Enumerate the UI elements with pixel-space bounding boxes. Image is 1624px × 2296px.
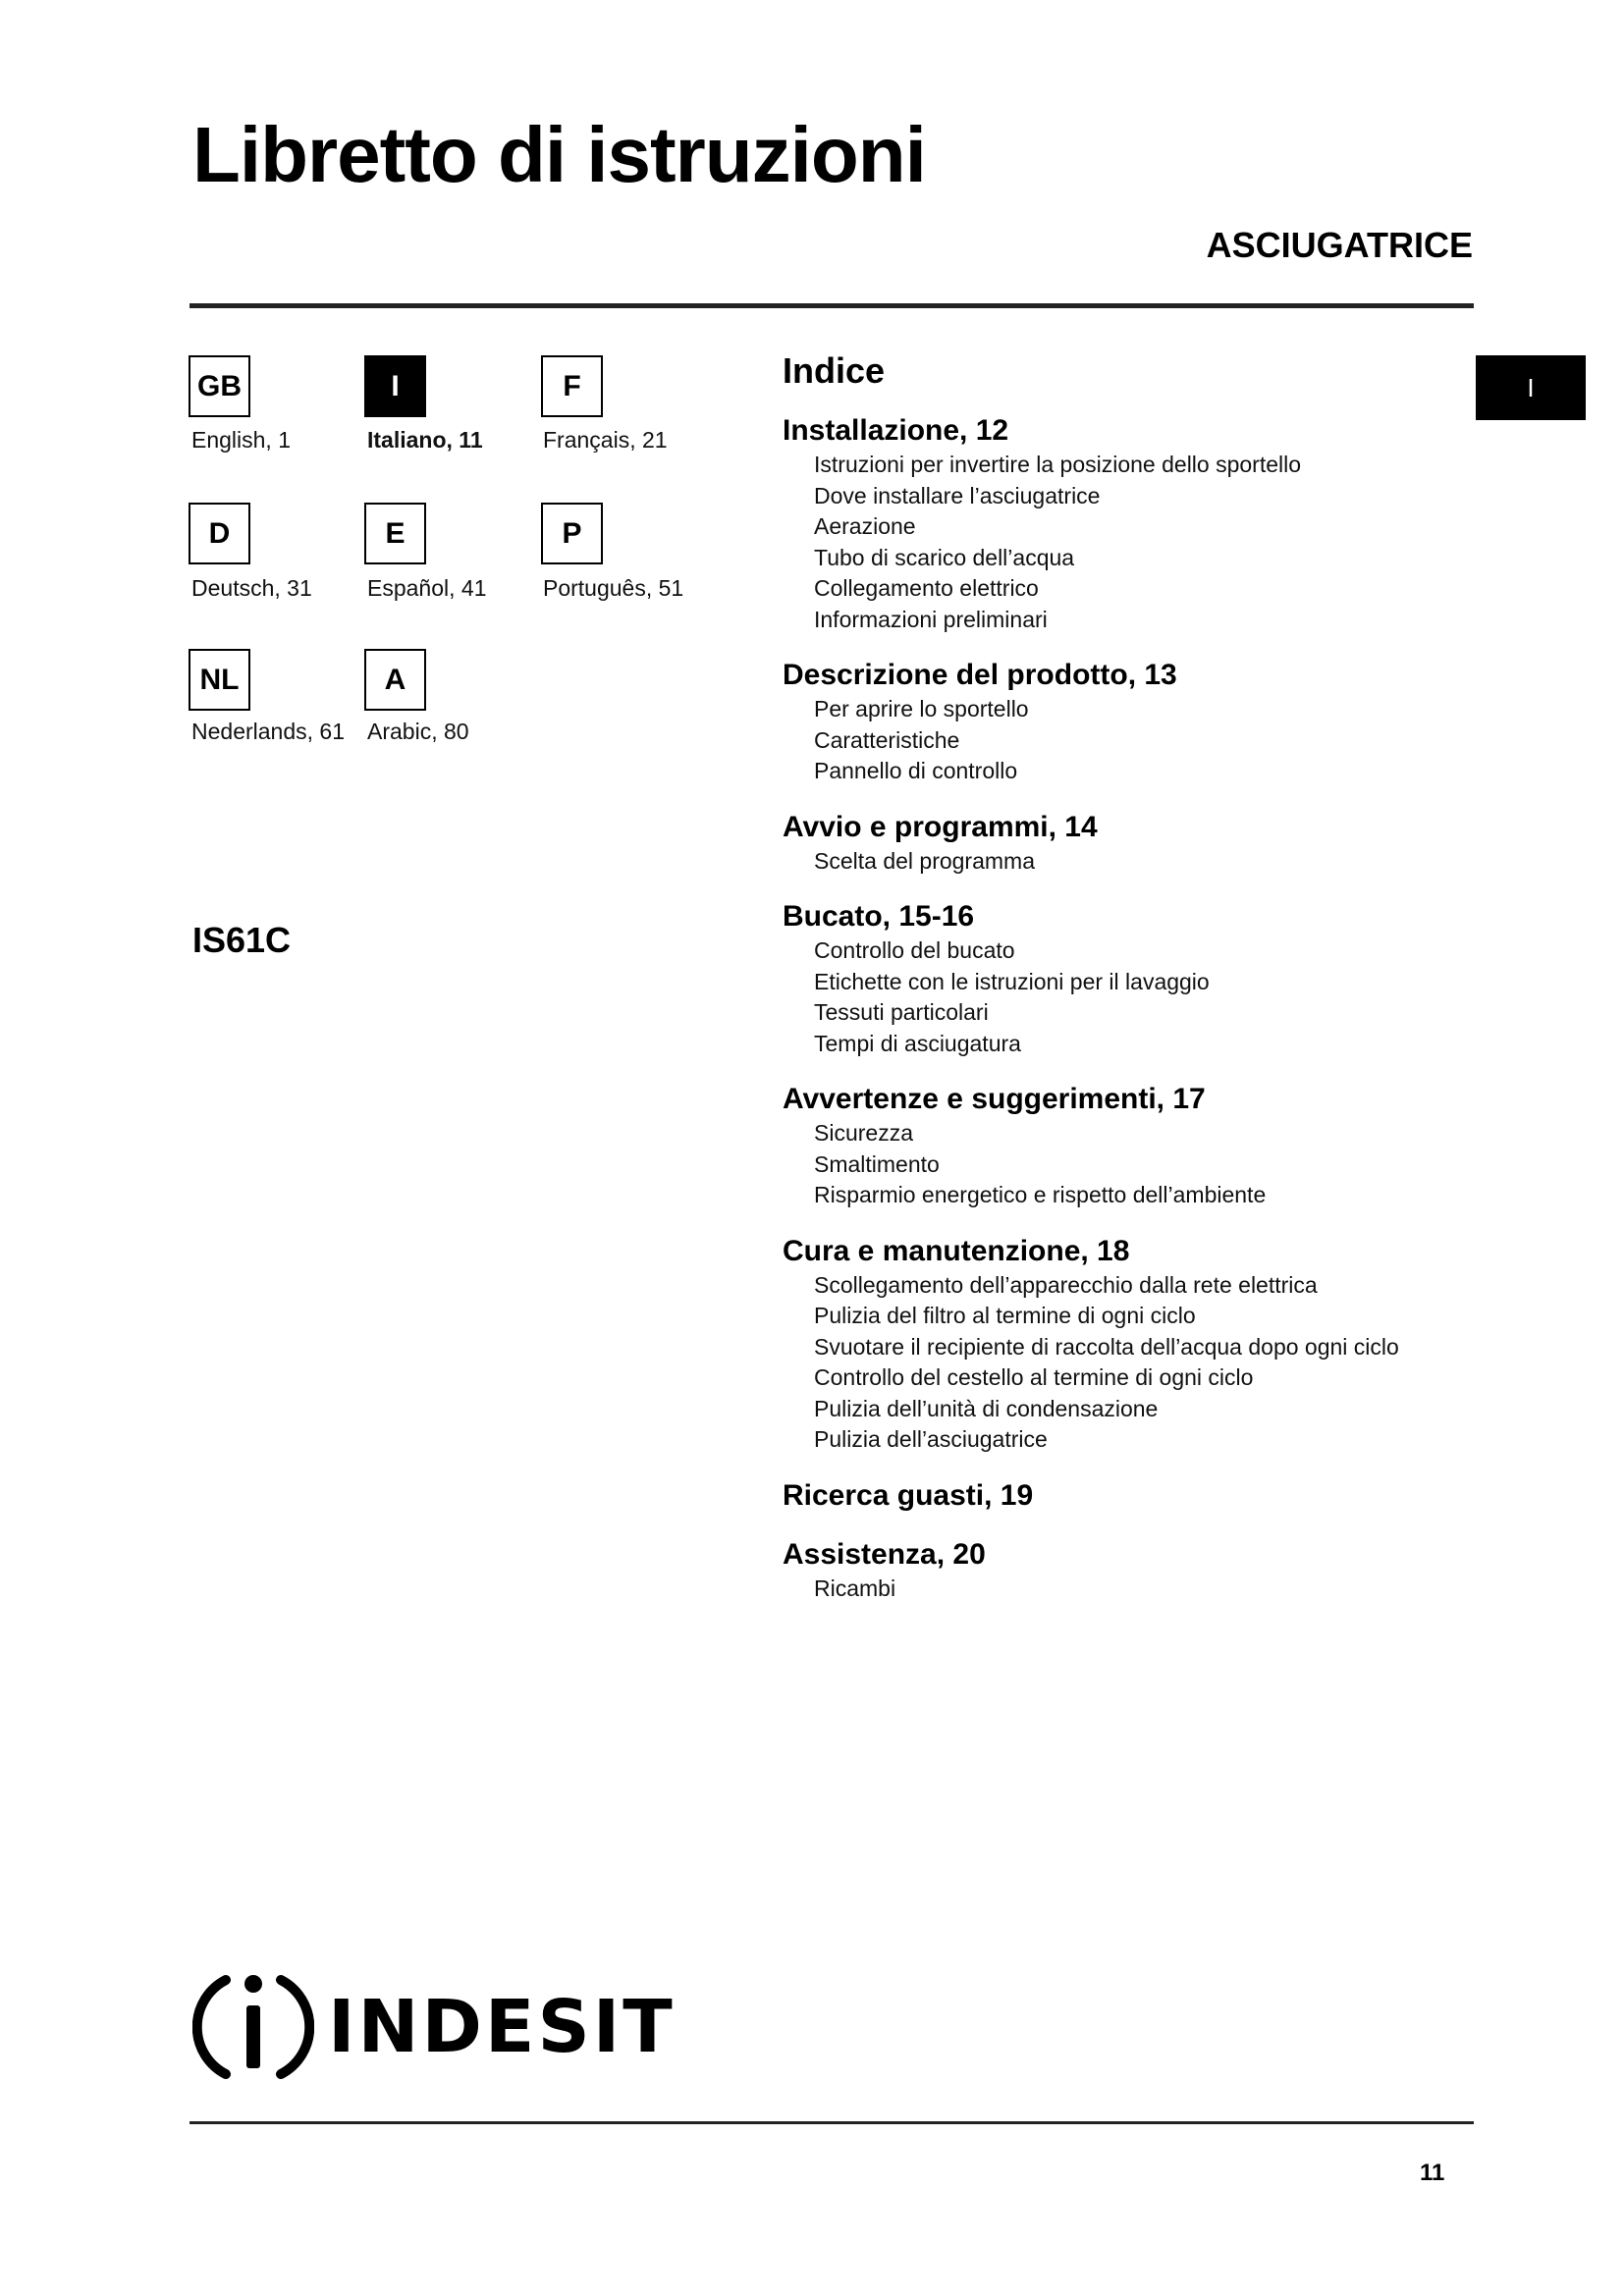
toc-sections bbox=[783, 412, 1489, 1604]
table-of-contents bbox=[783, 349, 1489, 1626]
toc-section bbox=[783, 412, 1489, 635]
lang-label-ar[interactable]: Arabic, 80 bbox=[367, 719, 469, 744]
toc-item[interactable]: Istruzioni per invertire la posizione dello sportello bbox=[814, 452, 1302, 477]
lang-label-fr[interactable]: Français, 21 bbox=[543, 427, 668, 453]
toc-item[interactable]: Per aprire lo sportello bbox=[814, 696, 1029, 721]
lang-box-fr[interactable]: F bbox=[541, 355, 603, 417]
indesit-logo-icon bbox=[192, 1966, 314, 2088]
lang-box-pt[interactable]: P bbox=[541, 503, 603, 564]
lang-box-it[interactable]: I bbox=[364, 355, 426, 417]
toc-item[interactable]: Pulizia dell’unità di condensazione bbox=[814, 1395, 1159, 1421]
lang-label-es[interactable]: Español, 41 bbox=[367, 575, 487, 601]
toc-item[interactable]: Scelta del programma bbox=[814, 847, 1035, 874]
lang-label-it[interactable]: Italiano, 11 bbox=[367, 427, 483, 453]
toc-item[interactable]: Tempi di asciugatura bbox=[814, 1030, 1021, 1056]
toc-item[interactable]: Etichette con le istruzioni per il lavaggio bbox=[814, 968, 1210, 994]
lang-box-ar[interactable]: A bbox=[364, 649, 426, 711]
toc-section-title[interactable]: Avvio e programmi, 14 bbox=[783, 810, 1098, 843]
toc-item[interactable]: Dove installare l’asciugatrice bbox=[814, 482, 1101, 508]
toc-item[interactable]: Tubo di scarico dell’acqua bbox=[814, 544, 1075, 570]
toc-item[interactable]: Pannello di controllo bbox=[814, 758, 1018, 783]
toc-item[interactable]: Risparmio energetico e rispetto dell’ambiente bbox=[814, 1182, 1267, 1207]
lang-label-gb[interactable]: English, 1 bbox=[191, 427, 292, 453]
lang-box-nl[interactable]: NL bbox=[189, 649, 250, 711]
toc-item[interactable]: Aerazione bbox=[814, 513, 916, 539]
lang-box-es[interactable]: E bbox=[364, 503, 426, 564]
toc-heading: Indice bbox=[783, 350, 886, 391]
lang-label-nl[interactable]: Nederlands, 61 bbox=[191, 719, 345, 744]
page-number: 11 bbox=[1420, 2160, 1445, 2186]
toc-section-title[interactable]: Ricerca guasti, 19 bbox=[783, 1478, 1034, 1512]
toc-item[interactable]: Ricambi bbox=[814, 1575, 896, 1601]
toc-section-title[interactable]: Assistenza, 20 bbox=[783, 1537, 986, 1571]
lang-box-gb[interactable]: GB bbox=[189, 355, 250, 417]
toc-item[interactable]: Controllo del bucato bbox=[814, 937, 1015, 963]
lang-label-de[interactable]: Deutsch, 31 bbox=[191, 575, 312, 601]
toc-item[interactable]: Controllo del cestello al termine di ogni ciclo bbox=[814, 1364, 1254, 1390]
toc-section-title[interactable]: Bucato, 15-16 bbox=[783, 900, 975, 933]
page-title: Libretto di istruzioni bbox=[192, 111, 926, 198]
top-divider bbox=[189, 303, 1474, 308]
toc-section bbox=[783, 898, 1489, 1059]
toc-section bbox=[783, 1477, 1489, 1515]
product-type: ASCIUGATRICE bbox=[1206, 225, 1473, 265]
toc-item[interactable]: Scollegamento dell’apparecchio dalla rete elettrica bbox=[814, 1271, 1318, 1298]
toc-section bbox=[783, 657, 1489, 787]
language-side-tab: I bbox=[1476, 355, 1586, 420]
toc-section-title[interactable]: Cura e manutenzione, 18 bbox=[783, 1234, 1130, 1267]
lang-label-pt[interactable]: Português, 51 bbox=[543, 575, 684, 601]
toc-item[interactable]: Smaltimento bbox=[814, 1150, 940, 1177]
toc-item[interactable]: Collegamento elettrico bbox=[814, 575, 1039, 601]
brand-logo bbox=[192, 1963, 676, 2091]
lang-box-de[interactable]: D bbox=[189, 503, 250, 564]
toc-section bbox=[783, 1536, 1489, 1605]
toc-item[interactable]: Pulizia dell’asciugatrice bbox=[814, 1426, 1048, 1452]
toc-section bbox=[783, 809, 1489, 878]
brand-wordmark: INDESIT bbox=[328, 1985, 676, 2069]
toc-item[interactable]: Pulizia del filtro al termine di ogni ciclo bbox=[814, 1303, 1196, 1328]
toc-item[interactable]: Informazioni preliminari bbox=[814, 606, 1048, 632]
toc-section-title[interactable]: Installazione, 12 bbox=[783, 414, 1009, 447]
toc-section-title[interactable]: Descrizione del prodotto, 13 bbox=[783, 659, 1177, 691]
toc-item[interactable]: Tessuti particolari bbox=[814, 999, 989, 1025]
toc-section-title[interactable]: Avvertenze e suggerimenti, 17 bbox=[783, 1083, 1206, 1115]
toc-item[interactable]: Sicurezza bbox=[814, 1120, 913, 1146]
model-number: IS61C bbox=[192, 920, 292, 960]
toc-section bbox=[783, 1233, 1489, 1456]
toc-item[interactable]: Caratteristiche bbox=[814, 726, 960, 753]
bottom-divider bbox=[189, 2121, 1474, 2124]
toc-item[interactable]: Svuotare il recipiente di raccolta dell’acqua dopo ogni ciclo bbox=[814, 1333, 1399, 1360]
toc-section bbox=[783, 1081, 1489, 1211]
